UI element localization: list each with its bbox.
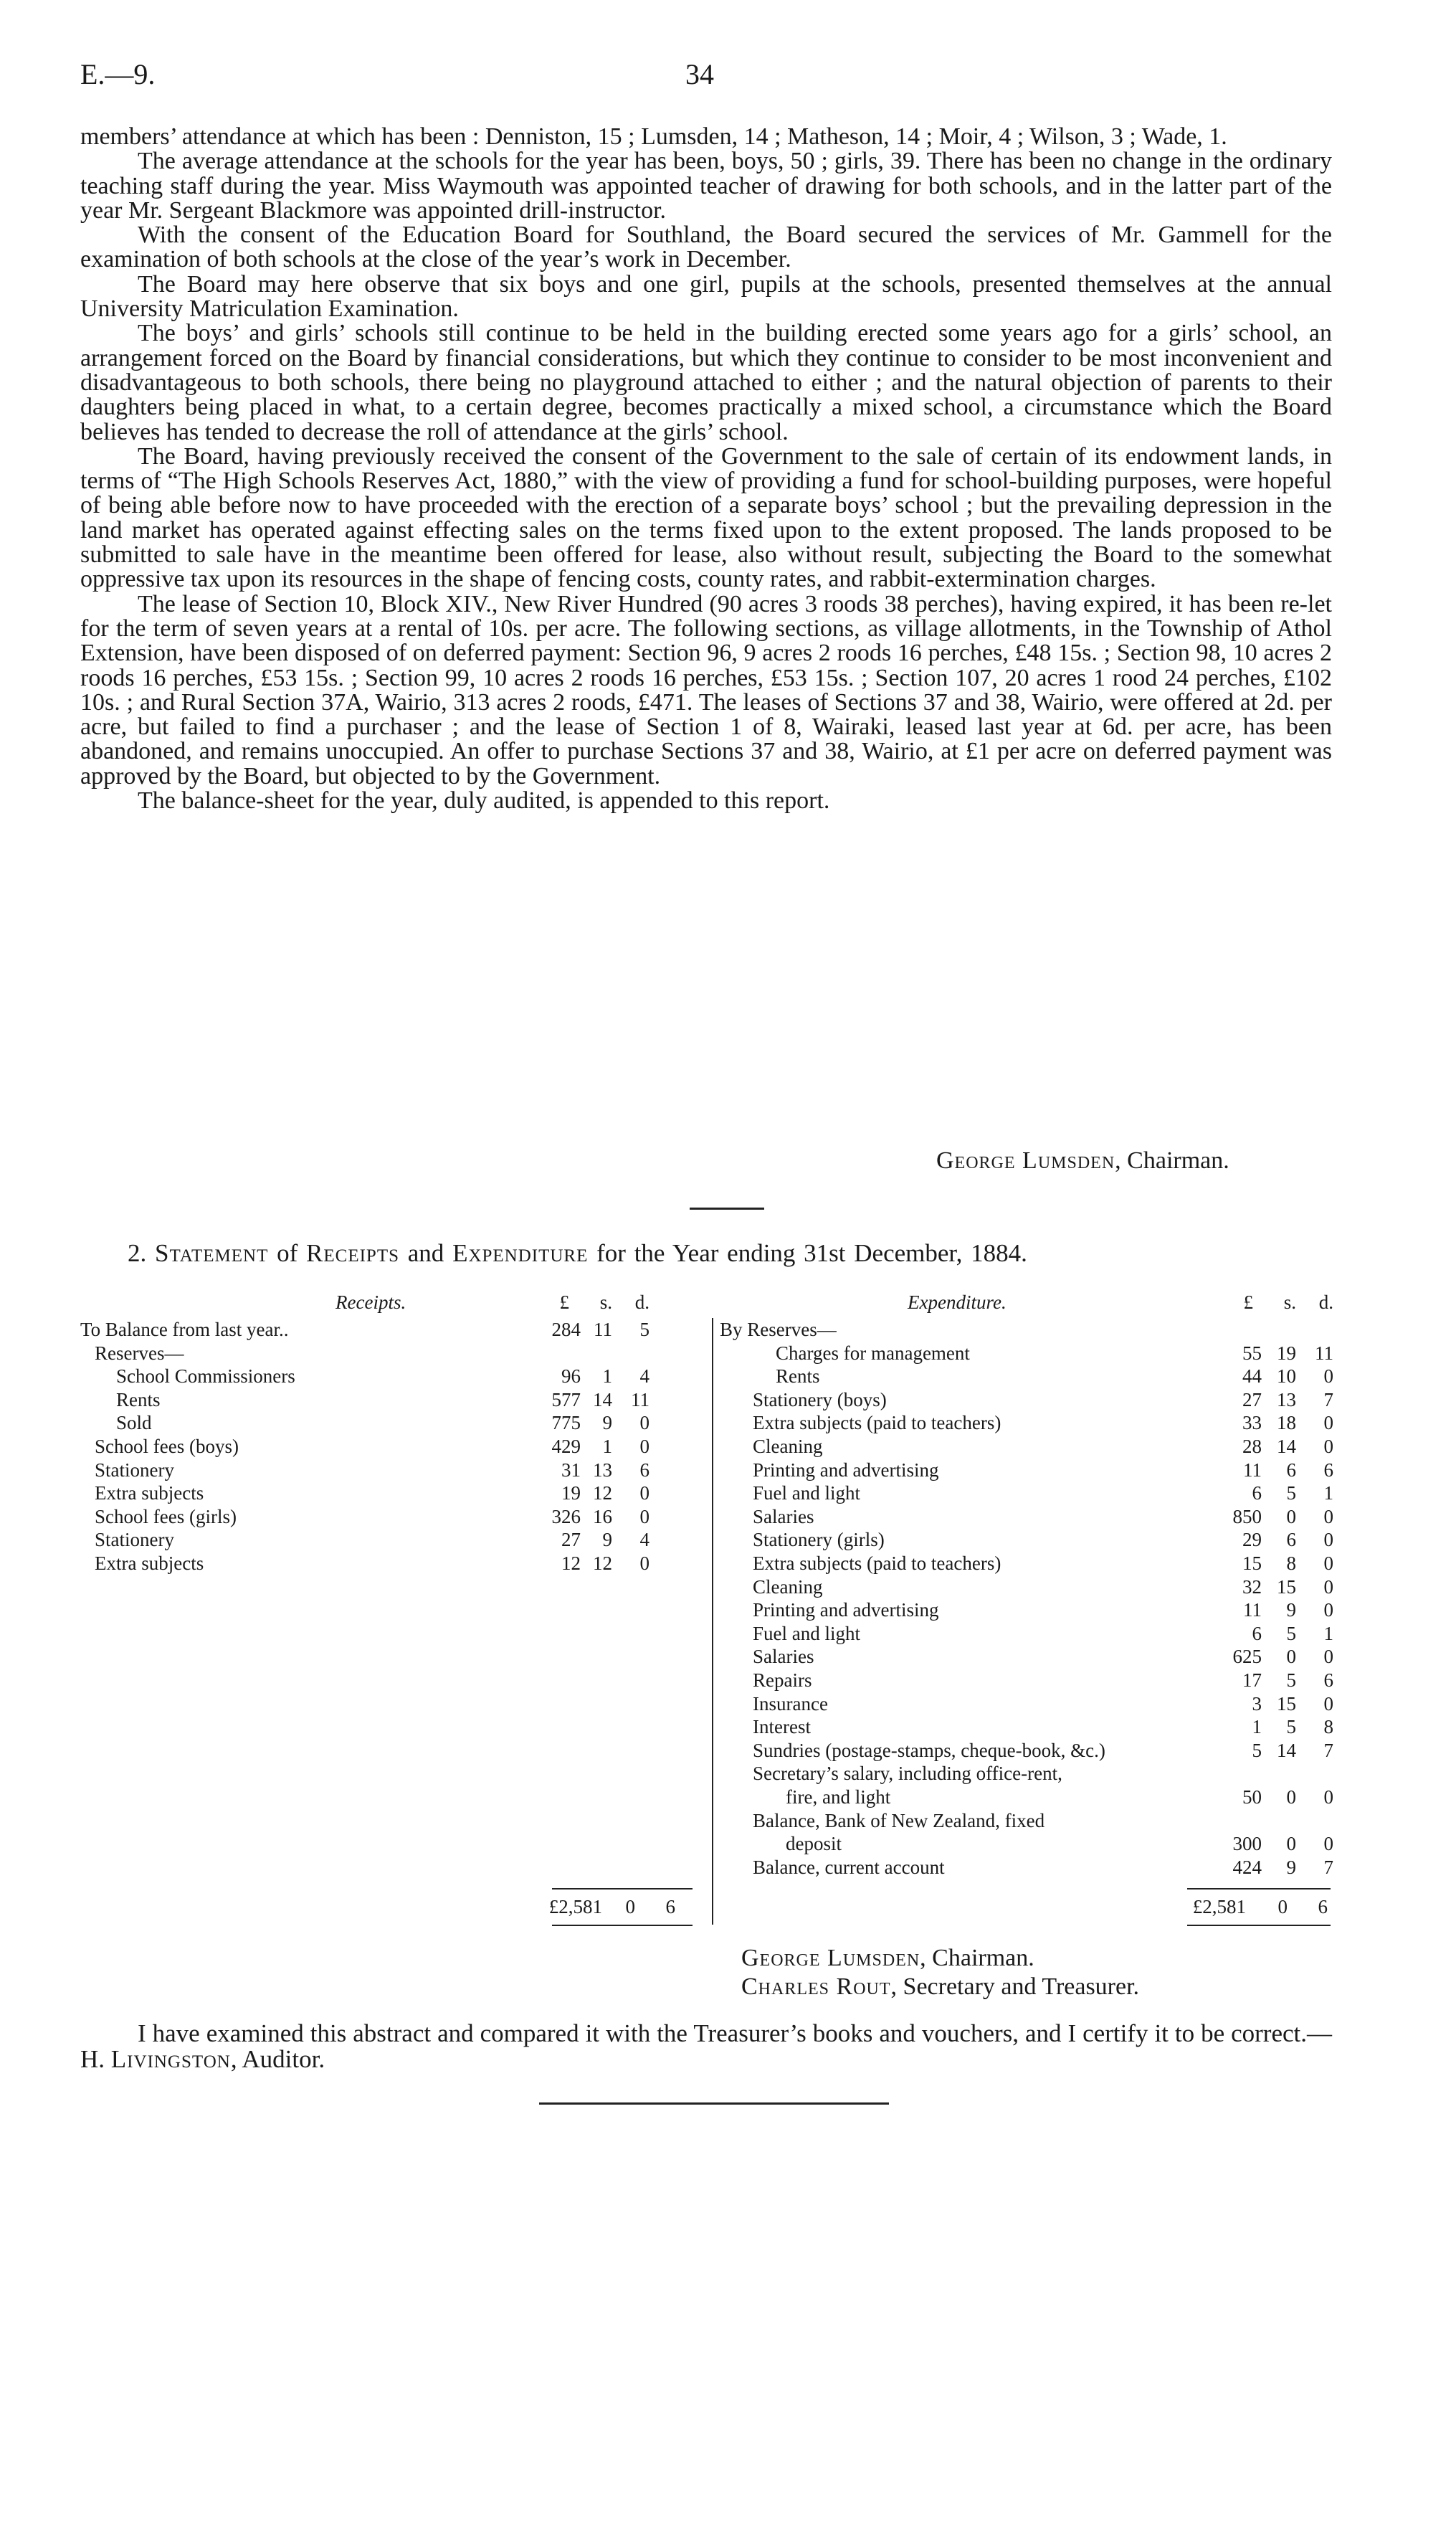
expenditure-amount-pounds: 850: [1232, 1505, 1262, 1527]
expenditure-amount-pence: 0: [1323, 1575, 1333, 1598]
receipt-item-label: Stationery: [95, 1459, 174, 1481]
pence-column-head: d.: [634, 1291, 650, 1313]
receipt-item-label: Rents: [116, 1388, 161, 1410]
expenditure-amount-pence: 7: [1323, 1739, 1333, 1761]
receipt-amount-pounds: 27: [561, 1529, 581, 1551]
expenditure-amount-pounds: 3: [1252, 1692, 1262, 1715]
expenditure-item-label: Secretary’s salary, including office-rent,: [753, 1763, 1062, 1785]
expenditure-amount-pence: 11: [1315, 1342, 1333, 1364]
paragraph: The Board may here observe that six boys and one girl, pupils at the schools, presented themselves at the annual University Matriculation Examination.: [80, 270, 1332, 323]
shillings-column-head: s.: [599, 1291, 612, 1313]
expenditure-item-label: Fuel and light: [753, 1622, 860, 1644]
expenditure-amount-pounds: 15: [1242, 1552, 1262, 1574]
expenditure-amount-pence: 8: [1323, 1716, 1333, 1738]
expenditure-item-label: Printing and advertising: [753, 1599, 939, 1621]
auditor-role: , Auditor.: [230, 2045, 325, 2073]
signatory-name: George Lumsden: [936, 1147, 1115, 1174]
expenditure-amount-pence: 0: [1323, 1786, 1333, 1808]
expenditure-item-label: Rents: [776, 1365, 820, 1388]
pounds-column-head: £: [559, 1291, 569, 1313]
expenditure-amount-pounds: 5: [1252, 1739, 1262, 1761]
expenditure-amount-shillings: 10: [1277, 1365, 1296, 1388]
expenditure-amount-pence: 0: [1323, 1833, 1333, 1855]
receipt-amount-shillings: 16: [593, 1505, 612, 1527]
statement-title-word: Statement: [155, 1239, 269, 1267]
expenditure-heading: Expenditure.: [908, 1291, 1007, 1313]
expenditure-total-underline: [1187, 1925, 1331, 1926]
receipt-amount-pounds: 284: [551, 1319, 581, 1340]
receipt-item-label: Extra subjects: [95, 1552, 204, 1574]
paragraph: With the consent of the Education Board for Southland, the Board secured the services of Mr. Gammell for the examination of both schools at the close of the year’s work in December.: [80, 222, 1332, 273]
expenditure-amount-shillings: 0: [1286, 1786, 1296, 1808]
expenditure-amount-pence: 0: [1323, 1529, 1333, 1551]
document-reference: E.—9.: [80, 58, 156, 90]
expenditure-amount-shillings: 0: [1286, 1646, 1296, 1668]
expenditure-amount-pounds: 33: [1242, 1412, 1262, 1434]
expenditure-total-rule: [1187, 1888, 1331, 1889]
receipt-amount-pence: 0: [639, 1552, 650, 1574]
receipt-amount-pounds: 326: [551, 1505, 581, 1527]
statement-title-word: Expenditure: [452, 1239, 589, 1267]
receipt-amount-pence: 5: [639, 1319, 650, 1340]
expenditure-amount-shillings: 14: [1277, 1436, 1296, 1457]
receipts-total-underline: [552, 1925, 693, 1926]
paragraph: The average attendance at the schools for the year has been, boys, 50 ; girls, 39. There has been no change in the ordinary teaching staff during the year. Miss Waymouth was appointed teacher of drawing for both schools, and in the latter part of the year Mr. Sergeant Blackmore was appointed drill-instructor.: [80, 148, 1332, 224]
expenditure-item-label: Sundries (postage-stamps, cheque-book, &c.): [753, 1739, 1105, 1761]
receipt-amount-shillings: 1: [602, 1365, 612, 1388]
expenditure-amount-shillings: 0: [1286, 1833, 1296, 1855]
expenditure-amount-pounds: 17: [1242, 1669, 1262, 1691]
closing-rule: [539, 2102, 889, 2105]
expenditure-amount-pounds: 6: [1252, 1482, 1262, 1504]
paragraph: The balance-sheet for the year, duly audited, is appended to this report.: [138, 787, 830, 815]
receipt-item-label: To Balance from last year..: [80, 1319, 289, 1340]
expenditure-amount-shillings: 0: [1286, 1505, 1296, 1527]
expenditure-item-label-continued: deposit: [786, 1833, 842, 1855]
receipt-amount-shillings: 1: [602, 1436, 612, 1457]
receipt-amount-pounds: 577: [551, 1388, 581, 1410]
expenditure-item-label: Repairs: [753, 1669, 812, 1691]
expenditure-amount-pounds: 55: [1242, 1342, 1262, 1364]
statement-title-word: of: [277, 1239, 298, 1267]
expenditure-amount-shillings: 8: [1286, 1552, 1296, 1574]
expenditure-amount-pounds: 11: [1243, 1599, 1262, 1621]
signatory-role: , Chairman.: [920, 1945, 1034, 1971]
page-number: 34: [685, 58, 714, 90]
expenditure-amount-pounds: 11: [1243, 1459, 1262, 1481]
expenditure-item-label: Stationery (boys): [753, 1388, 887, 1410]
receipt-amount-shillings: 14: [593, 1388, 612, 1410]
receipt-item-label: Reserves—: [95, 1342, 184, 1364]
statement-title-word: Receipts: [306, 1239, 400, 1267]
receipt-item-label: School Commissioners: [116, 1365, 295, 1388]
expenditure-amount-shillings: 14: [1277, 1739, 1296, 1761]
expenditure-amount-pence: 1: [1323, 1482, 1333, 1504]
expenditure-item-label: Cleaning: [753, 1575, 823, 1598]
receipt-item-label: Stationery: [95, 1529, 174, 1551]
receipt-amount-pounds: 19: [561, 1482, 581, 1504]
expenditure-total-pounds: £2,581: [1192, 1896, 1246, 1917]
receipt-amount-pence: 11: [631, 1388, 650, 1410]
receipt-item-label: School fees (boys): [95, 1436, 239, 1457]
expenditure-item-label: By Reserves—: [720, 1319, 837, 1340]
expenditure-total-pence: 6: [1318, 1896, 1328, 1917]
expenditure-amount-shillings: 9: [1286, 1856, 1296, 1878]
expenditure-amount-pence: 7: [1323, 1388, 1333, 1410]
expenditure-item-label: Charges for management: [776, 1342, 970, 1364]
receipt-amount-shillings: 11: [594, 1319, 612, 1340]
expenditure-item-label: Balance, Bank of New Zealand, fixed: [753, 1809, 1045, 1831]
receipt-amount-pounds: 775: [551, 1412, 581, 1434]
pence-column-head: d.: [1318, 1291, 1333, 1313]
paragraph: The boys’ and girls’ schools still continue to be held in the building erected some years ago for a girls’ school, an arrangement forced on the Board by financial considerations, but which they continue to consider to be most inconvenient and disadvantageous to both schools, there being no playground attached to either ; and the natural objection of parents to their daughters being placed in what, to a certain degree, becomes practically a mixed school, a circumstance which the Board believes has tended to decrease the roll of attendance at the girls’ school.: [80, 320, 1332, 445]
signatory-role: , Chairman.: [1115, 1147, 1229, 1174]
receipt-amount-shillings: 9: [602, 1529, 612, 1551]
expenditure-item-label: Fuel and light: [753, 1482, 860, 1504]
expenditure-amount-shillings: 18: [1277, 1412, 1296, 1434]
expenditure-amount-shillings: 15: [1277, 1692, 1296, 1715]
receipt-amount-pence: 0: [639, 1482, 650, 1504]
receipt-item-label: School fees (girls): [95, 1505, 237, 1527]
receipts-total-pounds: £2,581: [548, 1896, 602, 1917]
statement-title-rest: for the Year ending 31st December, 1884.: [596, 1239, 1027, 1267]
expenditure-amount-pounds: 1: [1252, 1716, 1262, 1738]
paragraph: The Board, having previously received the consent of the Government to the sale of certain of its endowment lands, in terms of “The High Schools Reserves Act, 1880,” with the view of providing a fund for school-building purposes, were hopeful of being able before now to have proceeded with the erection of a separate boys’ school ; but the prevailing depression in the land market has operated against effecting sales on the terms fixed upon to the extent proposed. The lands proposed to be submitted to sale have in the meantime been offered for lease, also without result, subjecting the Board to the somewhat oppressive tax upon its resources in the shape of fencing costs, county rates, and rabbit-extermination charges.: [80, 442, 1332, 593]
expenditure-amount-shillings: 6: [1286, 1459, 1296, 1481]
receipts-total-pence: 6: [665, 1896, 675, 1917]
expenditure-amount-shillings: 5: [1286, 1669, 1296, 1691]
signatory-name: George Lumsden: [741, 1945, 920, 1971]
expenditure-amount-pounds: 300: [1232, 1833, 1262, 1855]
expenditure-amount-pence: 0: [1323, 1505, 1333, 1527]
expenditure-amount-shillings: 19: [1277, 1342, 1296, 1364]
expenditure-item-label: Interest: [753, 1716, 811, 1738]
receipt-amount-pence: 0: [639, 1412, 650, 1434]
audit-certificate: [80, 2021, 1332, 2072]
secretary-signature: [741, 1973, 1139, 2001]
expenditure-amount-pence: 0: [1323, 1436, 1333, 1457]
expenditure-amount-pounds: 29: [1242, 1529, 1262, 1551]
receipt-amount-shillings: 9: [602, 1412, 612, 1434]
receipt-amount-pence: 4: [639, 1365, 650, 1388]
expenditure-amount-pence: 0: [1323, 1365, 1333, 1388]
expenditure-amount-shillings: 9: [1286, 1599, 1296, 1621]
expenditure-amount-pence: 6: [1323, 1669, 1333, 1691]
expenditure-amount-shillings: 6: [1286, 1529, 1296, 1551]
receipt-amount-pence: 0: [639, 1436, 650, 1457]
expenditure-total-shillings: 0: [1277, 1896, 1288, 1917]
expenditure-amount-shillings: 15: [1277, 1575, 1296, 1598]
statement-title-word: and: [407, 1239, 444, 1267]
signatory-role: , Secretary and Treasurer.: [890, 1973, 1140, 2000]
pounds-column-head: £: [1243, 1291, 1253, 1313]
receipt-amount-pounds: 96: [561, 1365, 581, 1388]
expenditure-item-label: Salaries: [753, 1505, 814, 1527]
expenditure-item-label: Cleaning: [753, 1436, 823, 1457]
receipt-amount-pounds: 12: [561, 1552, 581, 1574]
expenditure-amount-pence: 7: [1323, 1856, 1333, 1878]
expenditure-amount-pence: 0: [1323, 1692, 1333, 1715]
receipt-item-label: Sold: [116, 1412, 152, 1434]
expenditure-amount-pounds: 28: [1242, 1436, 1262, 1457]
expenditure-item-label: Salaries: [753, 1646, 814, 1668]
expenditure-amount-pounds: 27: [1242, 1388, 1262, 1410]
expenditure-amount-pounds: 32: [1242, 1575, 1262, 1598]
expenditure-amount-shillings: 13: [1277, 1388, 1296, 1410]
expenditure-amount-shillings: 5: [1286, 1482, 1296, 1504]
receipt-amount-shillings: 12: [593, 1552, 612, 1574]
expenditure-item-label-continued: fire, and light: [786, 1786, 891, 1808]
receipts-total-shillings: 0: [625, 1896, 635, 1917]
paragraph: The lease of Section 10, Block XIV., New River Hundred (90 acres 3 roods 38 perches), having expired, it has been re-let for the term of seven years at a rental of 10s. per acre. The following sections, as village allotments, in the Township of Athol Extension, have been disposed of on deferred payment: Section 96, 9 acres 2 roods 16 perches, £48 15s. ; Section 98, 10 acres 2 roods 16 perches, £53 15s. ; Section 99, 10 acres 2 roods 16 perches, £53 15s. ; Section 107, 20 acres 1 rood 24 perches, £102 10s. ; and Rural Section 37A, Wairio, 313 acres 2 roods, £471. The leases of Sections 37 and 38, Wairio, were offered at 2d. per acre, but failed to find a purchaser ; and the lease of Section 1 of 8, Wairaki, leased last year at 6d. per acre, has been abandoned, and remains unoccupied. An offer to purchase Sections 37 and 38, Wairio, at £1 per acre on deferred payment was approved by the Board, but objected to by the Government.: [80, 590, 1332, 790]
expenditure-amount-shillings: 5: [1286, 1716, 1296, 1738]
paragraph: members’ attendance at which has been : Denniston, 15 ; Lumsden, 14 ; Matheson, 14 ; Moir, 4 ; Wilson, 3 ; Wade, 1.: [80, 123, 1227, 150]
receipt-amount-pence: 0: [639, 1505, 650, 1527]
receipt-amount-pence: 6: [639, 1459, 650, 1481]
receipts-total-rule: [552, 1888, 693, 1889]
expenditure-item-label: Insurance: [753, 1692, 828, 1715]
shillings-column-head: s.: [1283, 1291, 1296, 1313]
receipt-amount-shillings: 13: [593, 1459, 612, 1481]
expenditure-amount-pounds: 50: [1242, 1786, 1262, 1808]
statement-number: 2.: [128, 1239, 147, 1267]
expenditure-item-label: Extra subjects (paid to teachers): [753, 1552, 1001, 1574]
auditor-name: Livingston: [110, 2045, 231, 2073]
expenditure-amount-pence: 0: [1323, 1646, 1333, 1668]
expenditure-item-label: Extra subjects (paid to teachers): [753, 1412, 1001, 1434]
expenditure-item-label: Printing and advertising: [753, 1459, 939, 1481]
chairman-signature: [741, 1945, 1034, 1972]
receipt-amount-pounds: 429: [551, 1436, 581, 1457]
expenditure-amount-pounds: 625: [1232, 1646, 1262, 1668]
expenditure-amount-pence: 0: [1323, 1412, 1333, 1434]
expenditure-amount-pence: 0: [1323, 1552, 1333, 1574]
certificate-text: I have examined this abstract and compared it with the Treasurer’s books and vouchers, and I certify it to be correct.—H.: [80, 2019, 1332, 2073]
receipts-heading: Receipts.: [336, 1291, 406, 1313]
expenditure-item-label: Balance, current account: [753, 1856, 945, 1878]
expenditure-amount-shillings: 5: [1286, 1622, 1296, 1644]
expenditure-amount-pounds: 6: [1252, 1622, 1262, 1644]
expenditure-amount-pence: 6: [1323, 1459, 1333, 1481]
expenditure-amount-pence: 0: [1323, 1599, 1333, 1621]
expenditure-amount-pence: 1: [1323, 1622, 1333, 1644]
expenditure-item-label: Stationery (girls): [753, 1529, 885, 1551]
receipt-amount-pence: 4: [639, 1529, 650, 1551]
signatory-name: Charles Rout: [741, 1973, 891, 2000]
column-divider: [712, 1318, 713, 1925]
expenditure-amount-pounds: 424: [1232, 1856, 1262, 1878]
receipt-amount-shillings: 12: [593, 1482, 612, 1504]
receipt-amount-pounds: 31: [561, 1459, 581, 1481]
expenditure-amount-pounds: 44: [1242, 1365, 1262, 1388]
receipt-item-label: Extra subjects: [95, 1482, 204, 1504]
